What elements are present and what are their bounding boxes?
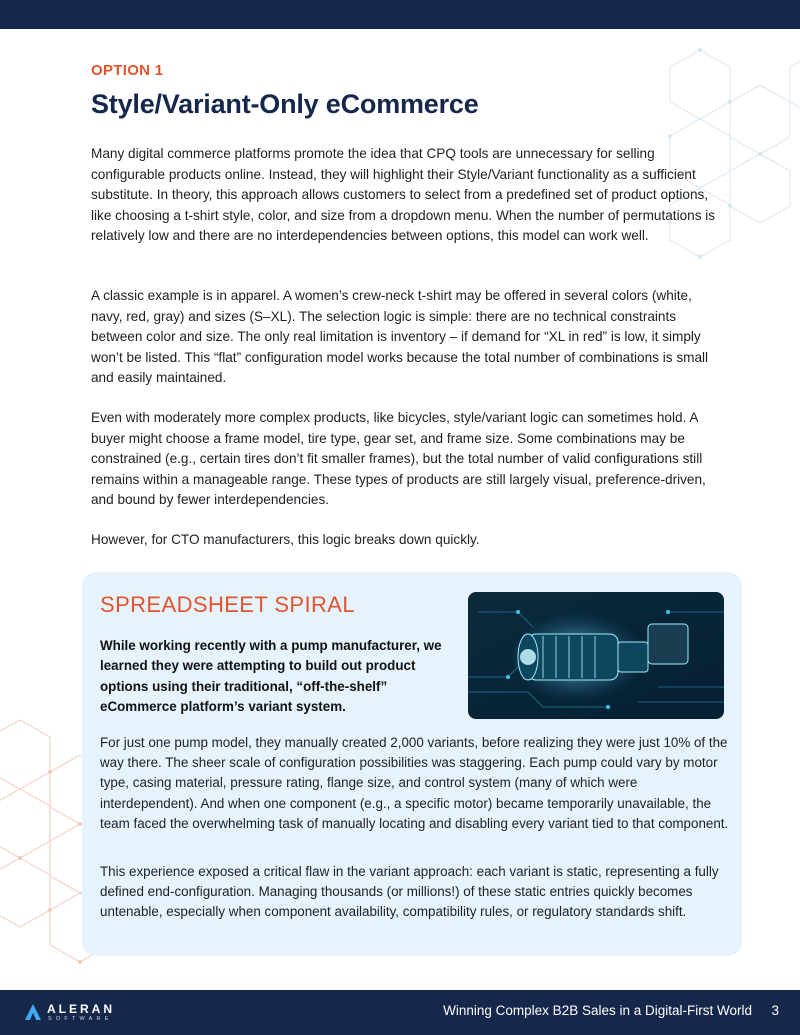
aleran-logo bbox=[24, 1002, 134, 1024]
aleran-logo-mark-icon bbox=[24, 1003, 42, 1021]
body-paragraph-1: Many digital commerce platforms promote the idea that CPQ tools are unnecessary for selling configurable products online. Instead, they will highlight their Style/Variant functionality as a sufficient substitute. In theory, this approach allows customers to select from a predefined set of product options, like choosing a t-shirt style, color, and size from a dropdown menu. When the number of permutations is relatively low and there are no interdependencies between options, this model can work well. bbox=[91, 146, 716, 244]
page-footer bbox=[0, 990, 800, 1035]
page-title: Style/Variant-Only eCommerce bbox=[91, 89, 479, 119]
body-paragraph-3: Even with moderately more complex products, like bicycles, style/variant logic can sometimes hold. A buyer might choose a frame model, tire type, gear set, and frame size. Some combinations may be constrained (e.g., certain tires don’t fit smaller frames), but the total number of valid configurations still remains within a manageable range. These types of products are still largely visual, preference-driven, and bound by fewer interdependencies. bbox=[91, 410, 706, 508]
callout-title: SPREADSHEET SPIRAL bbox=[100, 592, 355, 617]
body-paragraph-4: However, for CTO manufacturers, this logic breaks down quickly. bbox=[91, 532, 480, 547]
logo-subtitle: SOFTWARE bbox=[48, 1016, 113, 1022]
option-label: OPTION 1 bbox=[91, 62, 164, 79]
callout-lead-text: While working recently with a pump manufacturer, we learned they were attempting to build out product options using their traditional, “off-the-shelf” eCommerce platform’s variant system. bbox=[100, 638, 442, 715]
pump-motor-circuit-illustration bbox=[468, 592, 724, 719]
body-paragraph-2: A classic example is in apparel. A women’s crew-neck t-shirt may be offered in several colors (white, navy, red, gray) and sizes (S–XL). The selection logic is simple: there are no technical constraints between color and size. The only real limitation is inventory – if demand for “XL in red” is low, it simply won’t be listed. This “flat” configuration model works because the total number of combinations is small and easily maintained. bbox=[91, 288, 709, 386]
top-header-bar bbox=[0, 0, 800, 29]
spreadsheet-spiral-callout bbox=[82, 572, 742, 956]
page-number: 3 bbox=[771, 1003, 779, 1018]
footer-document-title: Winning Complex B2B Sales in a Digital-First World bbox=[443, 1003, 752, 1018]
callout-paragraph-1: For just one pump model, they manually created 2,000 variants, before realizing they were just 10% of the way there. The sheer scale of configuration possibilities was staggering. Each pump could vary by motor type, casing material, pressure rating, flange size, and control system (many of which were interdependent). And when one component (e.g., a specific motor) became temporarily unavailable, the team faced the overwhelming task of manually locating and disabling every variant tied to that component. bbox=[100, 735, 729, 831]
callout-paragraph-2: This experience exposed a critical flaw in the variant approach: each variant is static, representing a fully defined end-configuration. Managing thousands (or millions!) of these static entries quickly becomes untenable, especially when component availability, compatibility rules, or regulatory standards shift. bbox=[100, 864, 719, 920]
logo-wordmark: ALERAN bbox=[47, 1002, 115, 1016]
